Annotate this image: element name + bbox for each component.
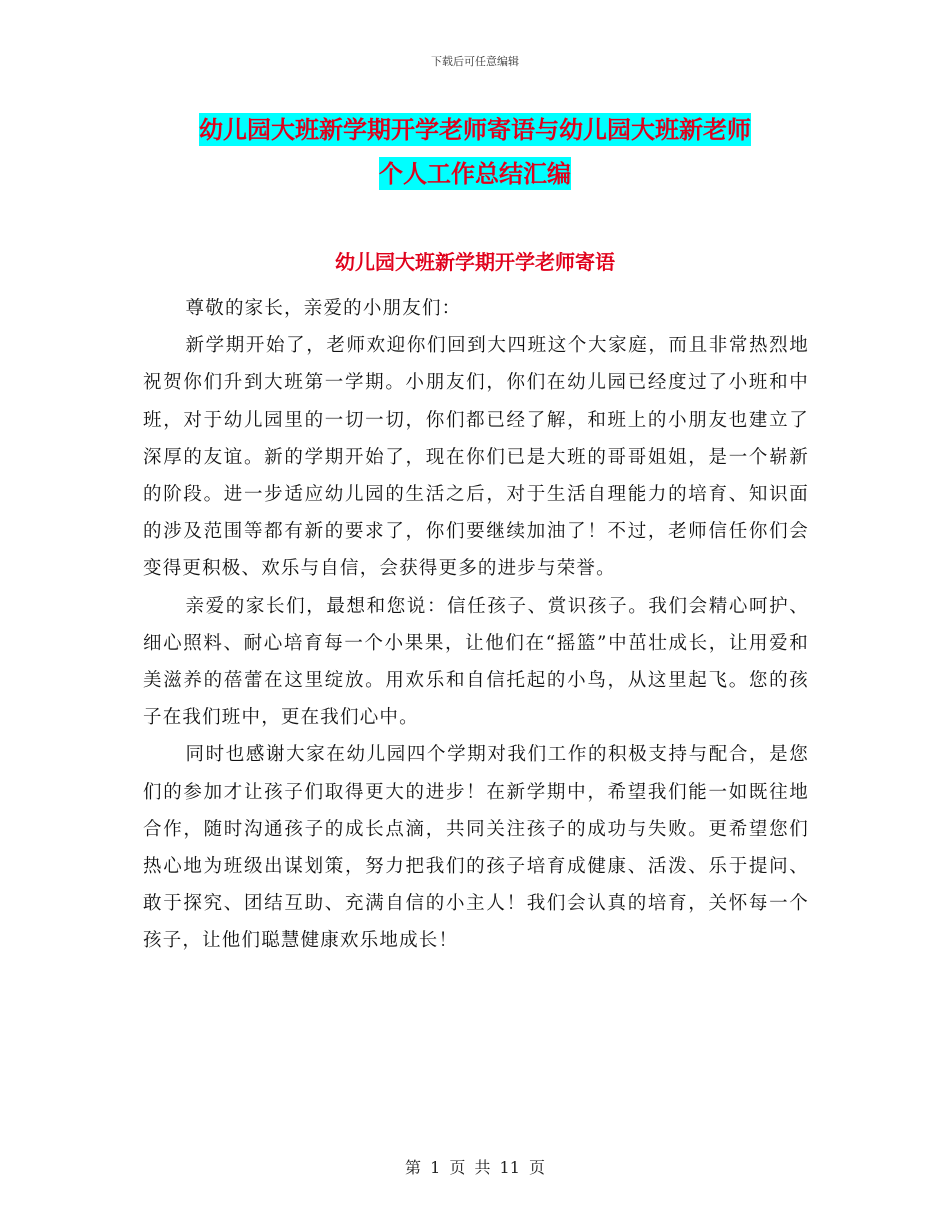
title-line-1-text: 幼儿园大班新学期开学老师寄语与幼儿园大班新老师 (199, 115, 751, 144)
header-note: 下载后可任意编辑 (431, 55, 519, 68)
section-title: 幼儿园大班新学期开学老师寄语 (335, 250, 615, 274)
body-paragraph-2: 亲爱的家长们，最想和您说：信任孩子、赏识孩子。我们会精心呵护、细心照料、耐心培育每一个小果果，让他们在“摇篮”中茁壮成长，让用爱和美滋养的蓓蕾在这里绽放。用欢乐和自信托起的小鸟，从这里起飞。您的孩子在我们班中，更在我们心中。 (143, 595, 809, 729)
salutation-paragraph: 尊敬的家长，亲爱的小朋友们： (185, 298, 462, 319)
body-paragraph-1: 新学期开始了，老师欢迎你们回到大四班这个大家庭，而且非常热烈地祝贺你们升到大班第一学期。小朋友们，你们在幼儿园已经度过了小班和中班，对于幼儿园里的一切一切，你们都已经了解，和班上的小朋友也建立了深厚的友谊。新的学期开始了，现在你们已是大班的哥哥姐姐，是一个崭新的阶段。进一步适应幼儿园的生活之后，对于生活自理能力的培育、知识面的涉及范围等都有新的要求了，你们要继续加油了！不过，老师信任你们会变得更积极、欢乐与自信，会获得更多的进步与荣誉。 (143, 335, 809, 580)
document-title-line-1 (0, 110, 950, 150)
letter-body (143, 290, 809, 960)
document-title-line-2 (0, 154, 950, 194)
title-line-2-text: 个人工作总结汇编 (379, 159, 571, 188)
page-footer: 第 1 页 共 11 页 (405, 1158, 545, 1177)
body-paragraph-3: 同时也感谢大家在幼儿园四个学期对我们工作的积极支持与配合，是您们的参加才让孩子们取得更大的进步！在新学期中，希望我们能一如既往地合作，随时沟通孩子的成长点滴，共同关注孩子的成功与失败。更希望您们热心地为班级出谋划策，努力把我们的孩子培育成健康、活泼、乐于提问、敢于探究、团结互助、充满自信的小主人！我们会认真的培育，关怀每一个孩子，让他们聪慧健康欢乐地成长！ (143, 744, 809, 952)
